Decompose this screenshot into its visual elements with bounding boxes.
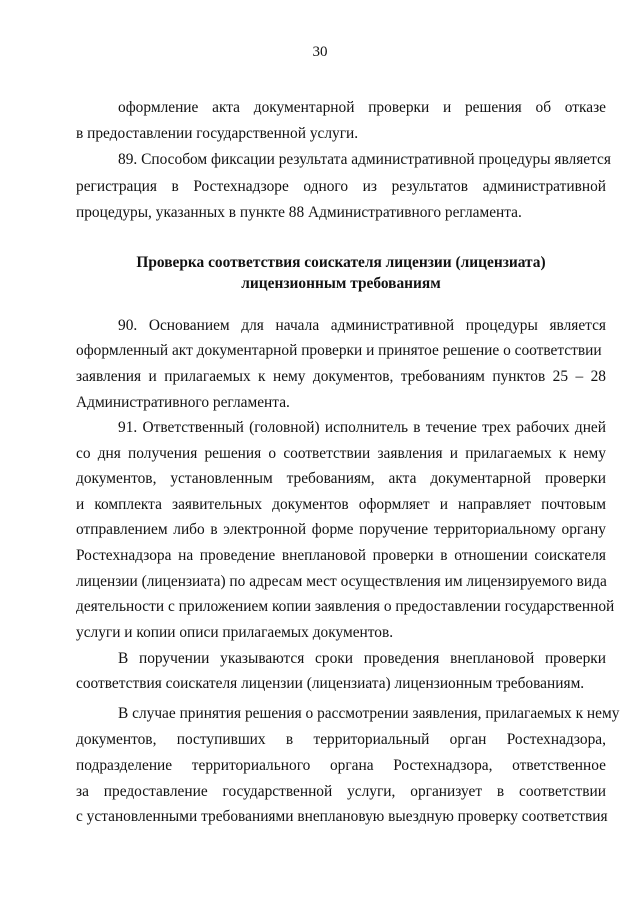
text-line: документов, поступивших в территориальный орган Ростехнадзора, <box>76 731 606 748</box>
text-line: В поручении указываются сроки проведения внеплановой проверки <box>118 650 606 667</box>
text-line: процедуры, указанных в пункте 88 Административного регламента. <box>76 204 522 221</box>
text-line: 89. Способом фиксации результата административной процедуры является <box>118 151 611 168</box>
text-line: заявления и прилагаемых к нему документов, требованиям пунктов 25 – 28 <box>76 368 606 385</box>
text-line: лицензии (лицензиата) по адресам мест осуществления им лицензируемого вида <box>76 573 607 590</box>
text-line: и комплекта заявительных документов оформляет и направляет почтовым <box>76 496 606 513</box>
text-line: оформленный акт документарной проверки и принятое решение о соответствии <box>76 342 602 359</box>
text-line: со дня получения решения о соответствии заявления и прилагаемых к нему <box>76 445 606 462</box>
page-number: 30 <box>312 44 328 60</box>
text-line: подразделение территориального органа Ростехнадзора, ответственное <box>76 757 606 774</box>
text-line: Ростехнадзора на проведение внеплановой проверки в отношении соискателя <box>76 547 606 564</box>
text-line: 91. Ответственный (головной) исполнитель в течение трех рабочих дней <box>118 419 606 436</box>
text-line: документов, установленным требованиям, акта документарной проверки <box>76 470 606 487</box>
text-line: В случае принятия решения о рассмотрении заявления, прилагаемых к нему <box>118 705 620 722</box>
section-heading: лицензионным требованиям <box>241 275 441 292</box>
text-line: оформление акта документарной проверки и решения об отказе <box>118 99 606 116</box>
text-line: за предоставление государственной услуги, организует в соответствии <box>76 783 606 800</box>
text-line: услуги и копии описи прилагаемых документов. <box>76 624 394 641</box>
text-line: в предоставлении государственной услуги. <box>76 125 359 142</box>
text-line: 90. Основанием для начала административной процедуры является <box>118 317 606 334</box>
text-line: деятельности с приложением копии заявления о предоставлении государственной <box>76 598 615 615</box>
text-line: соответствия соискателя лицензии (лицензиата) лицензионным требованиям. <box>76 675 585 692</box>
section-heading: Проверка соответствия соискателя лицензии (лицензиата) <box>136 254 546 271</box>
text-line: регистрация в Ростехнадзоре одного из результатов административной <box>76 178 606 195</box>
text-line: с установленными требованиями внеплановую выездную проверку соответствия <box>76 808 608 825</box>
text-line: отправлением либо в электронной форме поручение территориальному органу <box>76 521 606 538</box>
text-line: Административного регламента. <box>76 394 290 411</box>
